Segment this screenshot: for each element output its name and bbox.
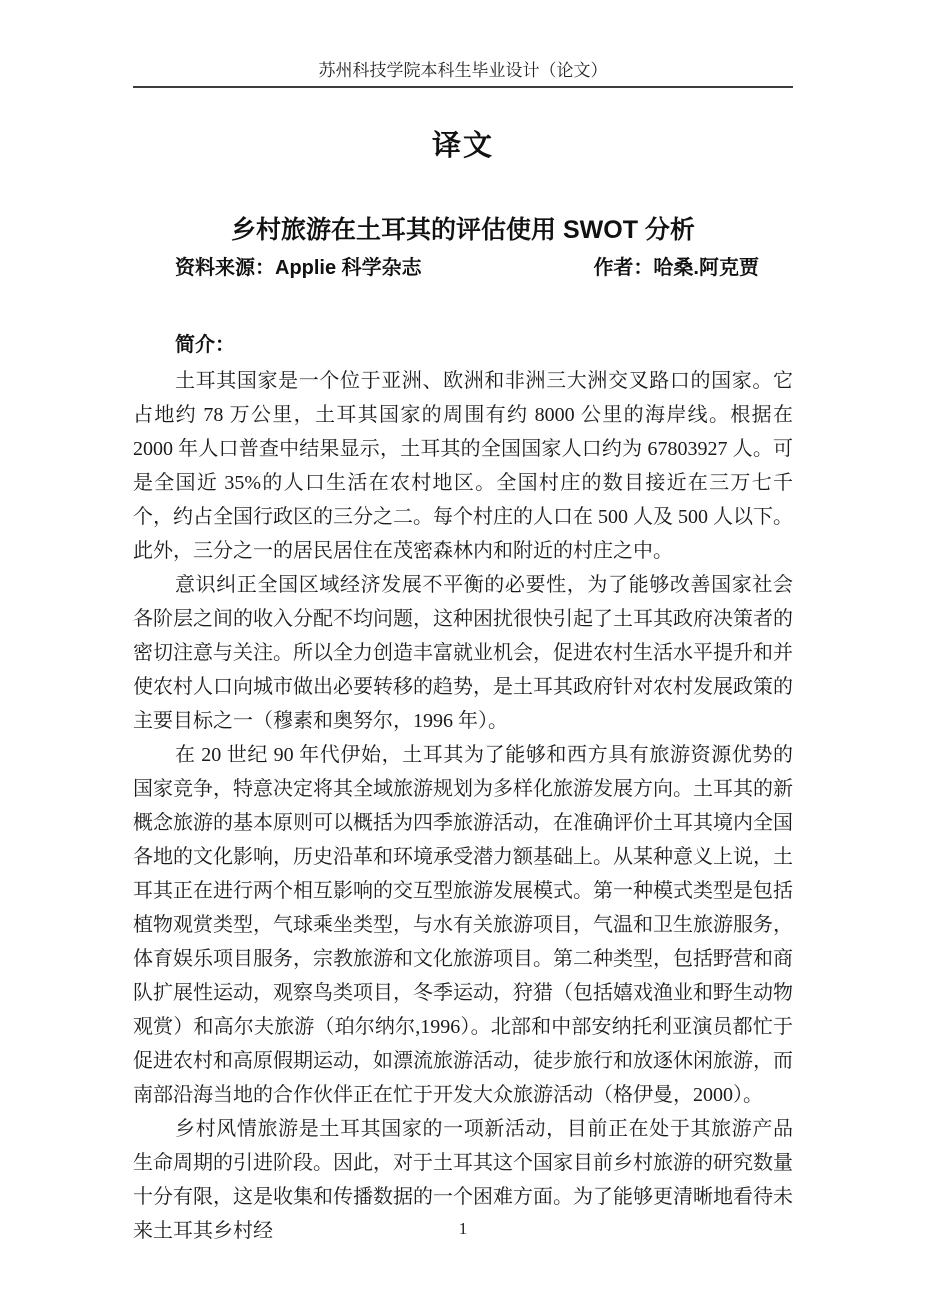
paragraph: 土耳其国家是一个位于亚洲、欧洲和非洲三大洲交叉路口的国家。它占地约 78 万公里，土耳其国家的周围有约 8000 公里的海岸线。根据在 2000 年人口普查中结果显示，土耳其的全国国家人口约为 67803927 人。可是全国近 35%的人口生活在农村地区。全国村庄的数目接近在三万七千个，约占全国行政区的三分之二。每个村庄的人口在 500 人及 500 人以下。此外，三分之一的居民居住在茂密森林内和附近的村庄之中。 (133, 370, 793, 562)
paragraph: 意识纠正全国区域经济发展不平衡的必要性，为了能够改善国家社会各阶层之间的收入分配不均问题，这种困扰很快引起了土耳其政府决策者的密切注意与关注。所以全力创造丰富就业机会，促进农村生活水平提升和并使农村人口向城市做出必要转移的趋势，是土耳其政府针对农村发展政策的主要目标之一（穆素和奥努尔，1996 年）。 (133, 574, 793, 732)
page-header-text: 苏州科技学院本科生毕业设计（论文） (318, 61, 608, 80)
source-label: 资料来源：Applie 科学杂志 (175, 257, 422, 279)
paragraphs (133, 364, 793, 1248)
author-label: 作者：哈桑.阿克贾 (593, 257, 759, 279)
paragraph: 在 20 世纪 90 年代伊始，土耳其为了能够和西方具有旅游资源优势的国家竞争，特意决定将其全域旅游规划为多样化旅游发展方向。土耳其的新概念旅游的基本原则可以概括为四季旅游活动，在准确评价土耳其境内全国各地的文化影响，历史沿革和环境承受潜力额基础上。从某种意义上说，土耳其正在进行两个相互影响的交互型旅游发展模式。第一种模式类型是包括植物观赏类型，气球乘坐类型，与水有关旅游项目，气温和卫生旅游服务，体育娱乐项目服务，宗教旅游和文化旅游项目。第二种类型，包括野营和商队扩展性运动，观察鸟类项目，冬季运动，狩猎（包括嬉戏渔业和野生动物观赏）和高尔夫旅游（珀尔纳尔,1996）。北部和中部安纳托利亚演员都忙于促进农村和高原假期运动，如漂流旅游活动，徒步旅行和放逐休闲旅游，而南部沿海当地的合作伙伴正在忙于开发大众旅游活动（格伊曼，2000）。 (133, 744, 793, 1106)
source-author-row (133, 256, 793, 280)
section-heading-intro: 简介： (175, 334, 235, 356)
paragraph: 乡村风情旅游是土耳其国家的一项新活动，目前正在处于其旅游产品生命周期的引进阶段。因此，对于土耳其这个国家目前乡村旅游的研究数量十分有限，这是收集和传播数据的一个困难方面。为了能够更清晰地看待未来土耳其乡村经 (133, 1118, 793, 1242)
page-header (133, 0, 793, 88)
article-title: 乡村旅游在土耳其的评估使用 SWOT 分析 (231, 216, 695, 244)
document-title: 译文 (431, 130, 494, 162)
page-number: 1 (458, 1219, 468, 1238)
